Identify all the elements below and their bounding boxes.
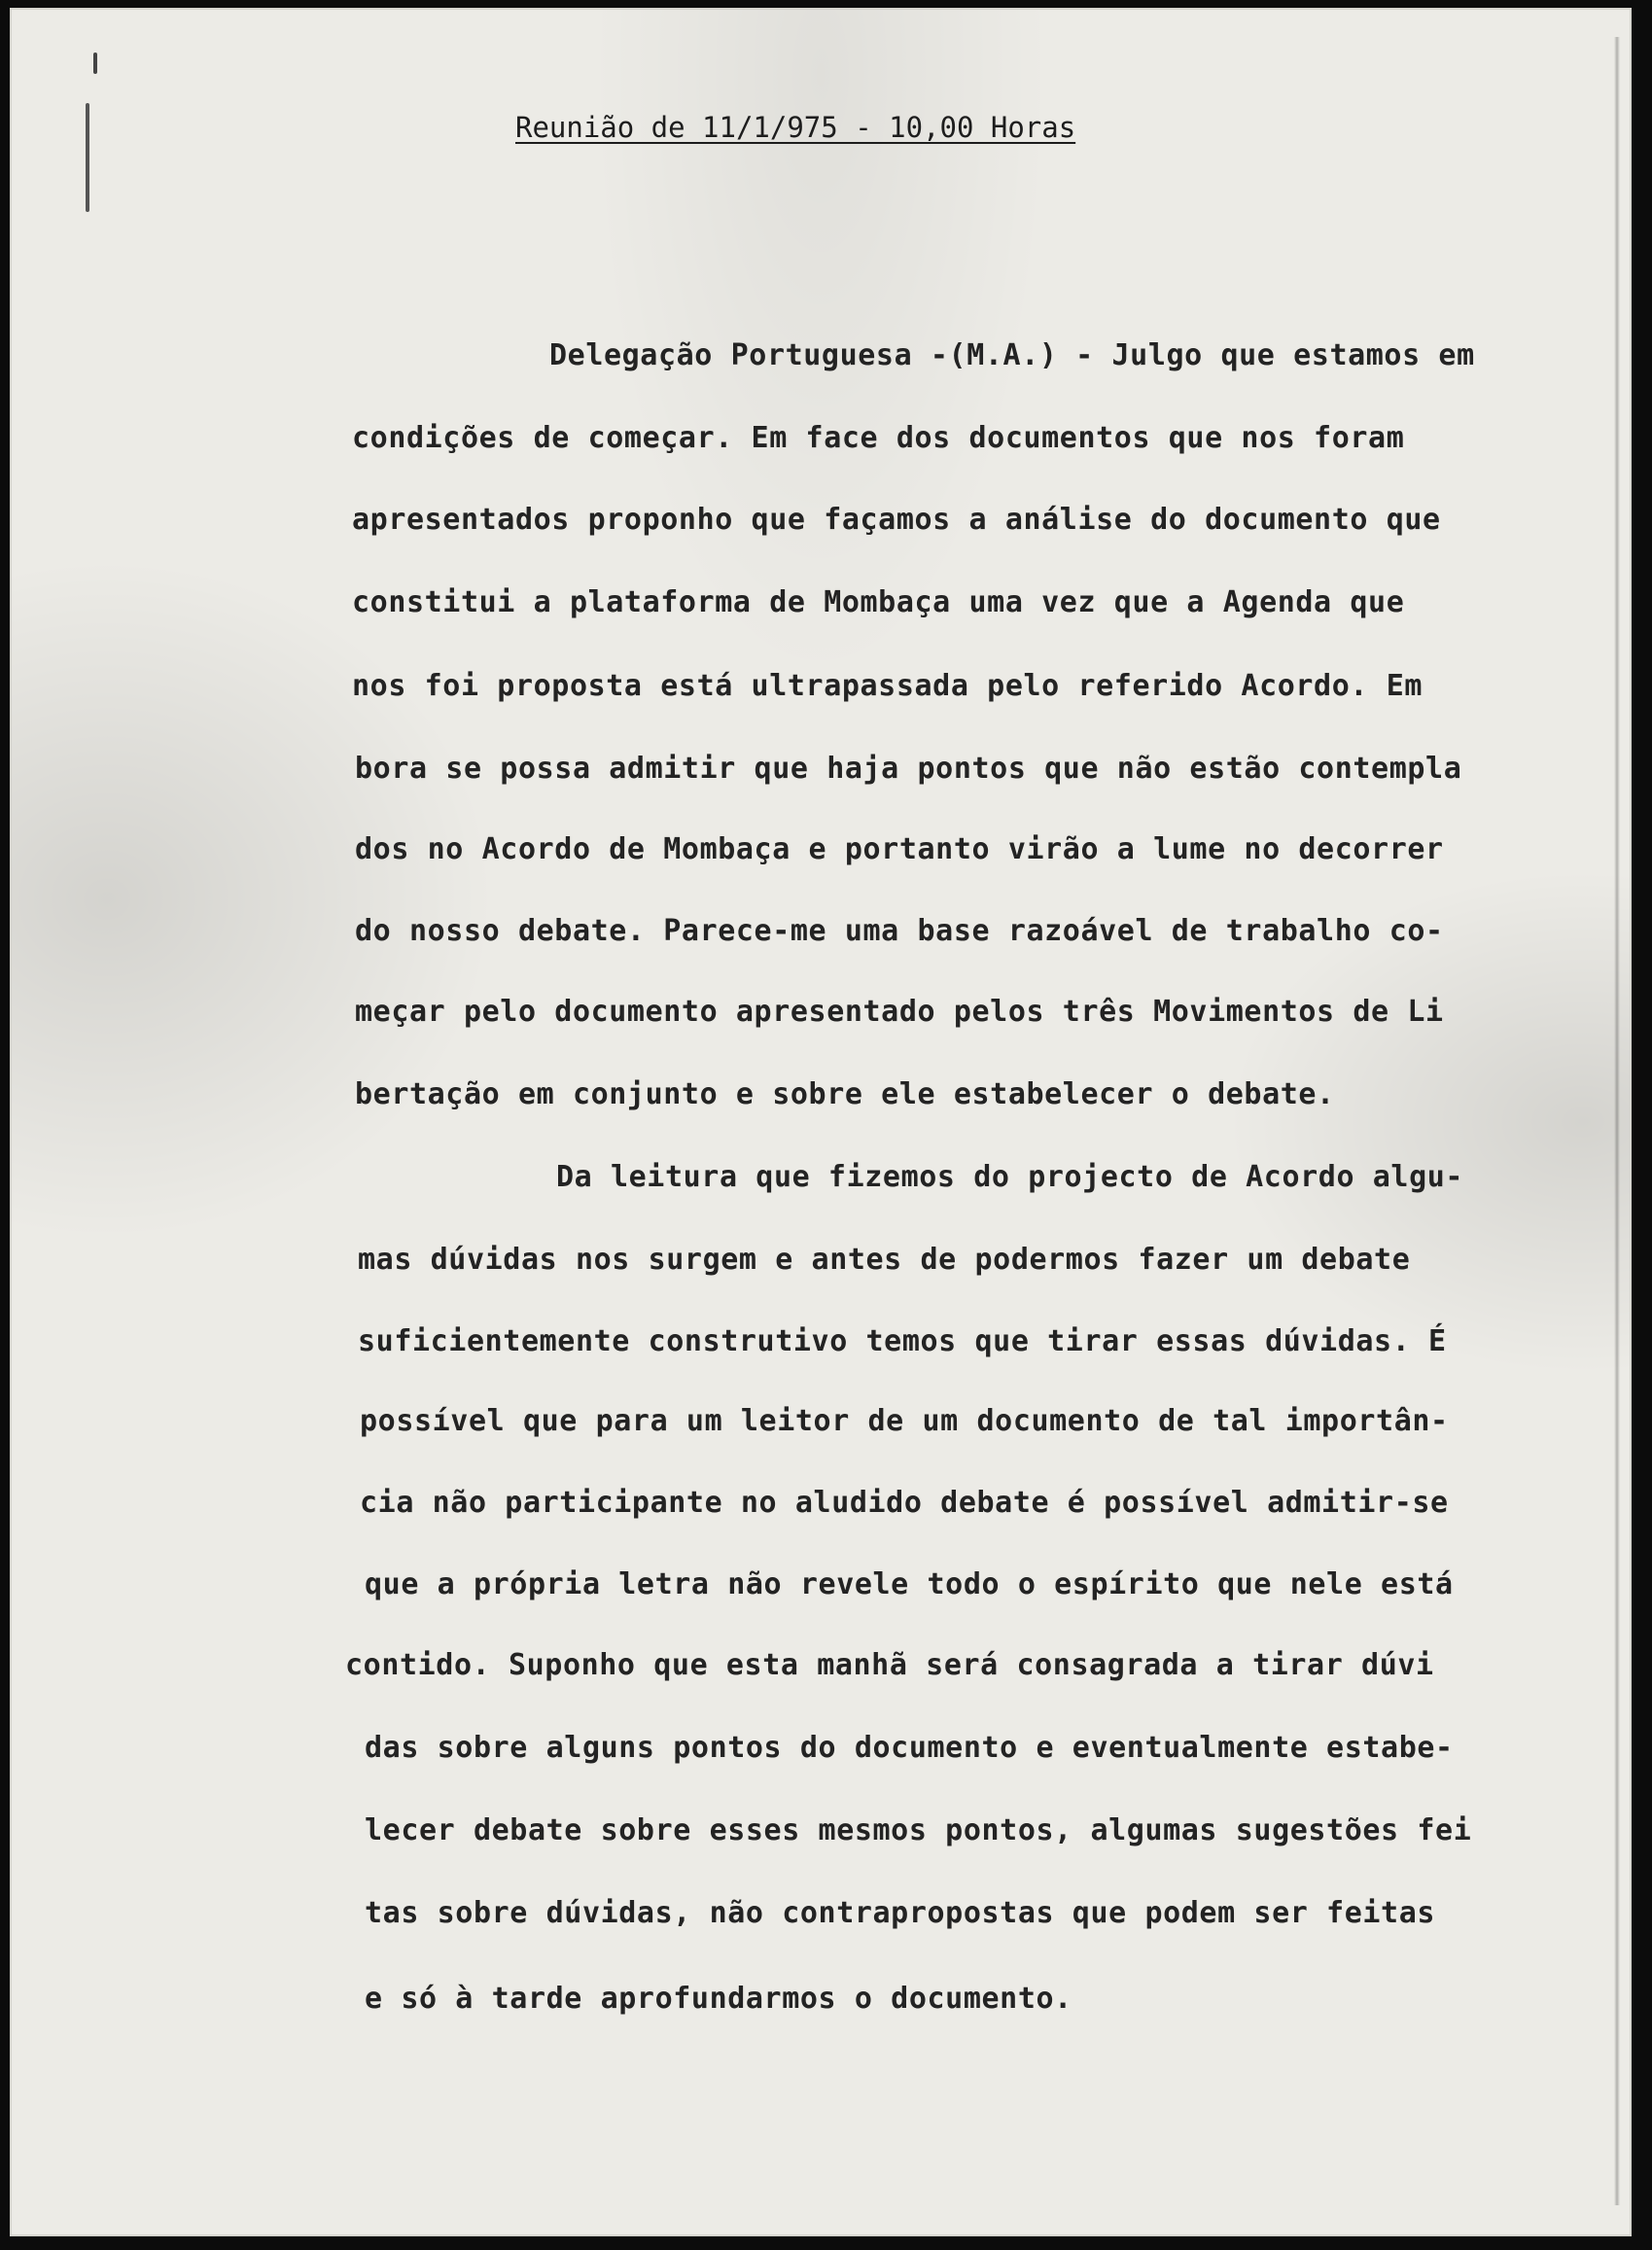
paragraph-line: condições de começar. Em face dos documentos que nos foram <box>352 421 1405 455</box>
paragraph-line: Delegação Portuguesa -(M.A.) - Julgo que estamos em <box>549 338 1475 372</box>
paragraph-line: meçar pelo documento apresentado pelos três Movimentos de Li <box>355 995 1444 1029</box>
paragraph-line: Da leitura que fizemos do projecto de Acordo algu- <box>556 1160 1464 1194</box>
paragraph-line: nos foi proposta está ultrapassada pelo referido Acordo. Em <box>352 669 1424 703</box>
paragraph-line: constitui a plataforma de Mombaça uma vez que a Agenda que <box>352 585 1405 619</box>
paragraph-line: que a própria letra não revele todo o espírito que nele está <box>365 1567 1454 1601</box>
paragraph-line: mas dúvidas nos surgem e antes de podermos fazer um debate <box>358 1243 1411 1277</box>
paragraph-line: das sobre alguns pontos do documento e eventualmente estabe- <box>365 1731 1454 1765</box>
paragraph-line: do nosso debate. Parece-me uma base razoável de trabalho co- <box>355 914 1444 948</box>
paragraph-line: bora se possa admitir que haja pontos que não estão contempla <box>355 752 1462 786</box>
paragraph-line: suficientemente construtivo temos que tirar essas dúvidas. É <box>358 1324 1447 1358</box>
paragraph-line: possível que para um leitor de um documento de tal importân- <box>360 1404 1449 1438</box>
paragraph-line: dos no Acordo de Mombaça e portanto virão a lume no decorrer <box>355 832 1444 866</box>
paragraph-line: contido. Suponho que esta manhã será consagrada a tirar dúvi <box>345 1648 1434 1682</box>
paragraph-line: apresentados proponho que façamos a análise do documento que <box>352 503 1441 537</box>
page-edge-shadow <box>1614 37 1620 2205</box>
paragraph-line: tas sobre dúvidas, não contrapropostas que podem ser feitas <box>365 1896 1436 1930</box>
meeting-heading: Reunião de 11/1/975 - 10,00 Horas <box>515 111 1076 144</box>
margin-ink-mark <box>86 103 89 212</box>
typewritten-page <box>10 8 1632 2236</box>
paragraph-line: bertação em conjunto e sobre ele estabelecer o debate. <box>355 1077 1335 1111</box>
paragraph-line: lecer debate sobre esses mesmos pontos, algumas sugestões fei <box>365 1813 1472 1847</box>
paragraph-line: cia não participante no aludido debate é possível admitir-se <box>360 1486 1449 1520</box>
paragraph-line: e só à tarde aprofundarmos o documento. <box>365 1982 1072 2016</box>
